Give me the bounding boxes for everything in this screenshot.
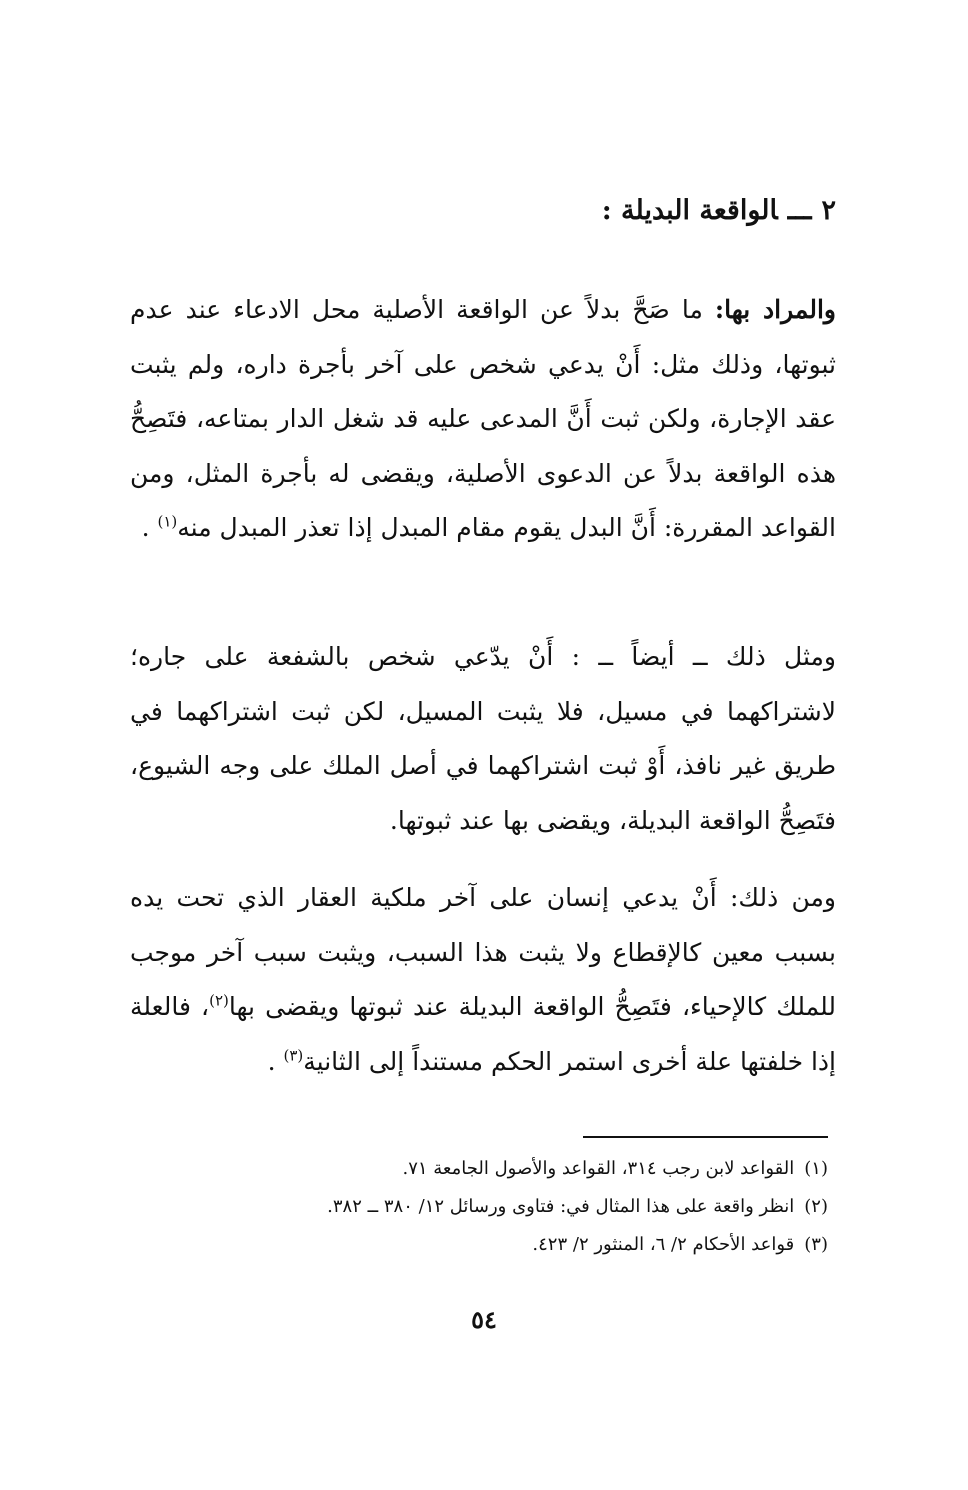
footnote-mark: (١) (804, 1158, 828, 1179)
paragraph-text: ومثل ذلك ــ أيضاً ــ : أَنْ يدّعي شخص بالشفعة على جاره؛ لاشتراكهما في مسيل، فلا يثبت المسيل، لكن ثبت اشتراكهما في طريق غير نافذ، أَوْ ثبت اشتراكهما في أصل الملك على وجه الشيوع، فتَصِحُّ الواقعة البديلة، ويقضى بها عند ثبوتها. (130, 642, 836, 835)
footnote-3 (130, 1226, 828, 1264)
page-number: ٥٤ (471, 1305, 497, 1334)
section-heading (132, 188, 836, 234)
section-dash: ـــ (787, 195, 812, 226)
section-number: ٢ (821, 195, 836, 226)
footnote-text: القواعد لابن رجب ٣١٤، القواعد والأصول الجامعة ٧١. (402, 1158, 795, 1179)
footnote-ref-1[interactable]: (١) (157, 512, 178, 531)
footnote-1 (130, 1150, 828, 1188)
section-title: الواقعة البديلة : (601, 195, 778, 226)
paragraph-ownership-example (130, 871, 836, 1089)
footnote-ref-3[interactable]: (٣) (283, 1046, 304, 1065)
paragraph-text: ما صَحَّ بدلاً عن الواقعة الأصلية محل الادعاء عند عدم ثبوتها، وذلك مثل: أَنْ يدعي شخص على آخر بأجرة داره، ولم يثبت عقد الإجارة، ولكن ثبت أَنَّ المدعى عليه قد شغل الدار بمتاعه، فتَصِحُّ هذه الواقعة بدلاً عن الدعوى الأصلية، ويقضى له بأجرة المثل، ومن القواعد المقررة: أَنَّ البدل يقوم مقام المبدل إذا تعذر المبدل منه (130, 295, 836, 542)
footnote-ref-2[interactable]: (٢) (209, 991, 229, 1010)
footnote-text: قواعد الأحكام ٢/ ٦، المنثور ٢/ ٤٢٣. (532, 1234, 795, 1255)
paragraph-end: . (141, 513, 158, 542)
footnote-divider (583, 1136, 828, 1138)
paragraph-end: . (267, 1046, 284, 1076)
footnote-mark: (٣) (804, 1234, 828, 1255)
paragraph-text-continued: ، فالعلة إذا خلفتها علة أخرى استمر الحكم مستنداً إلى الثانية (130, 992, 836, 1076)
footnotes (130, 1150, 828, 1264)
footnote-text: انظر واقعة على هذا المثال في: فتاوى ورسائل ١٢/ ٣٨٠ ــ ٣٨٢. (327, 1196, 795, 1217)
paragraph-lead: والمراد بها: (714, 295, 836, 324)
footnote-2 (130, 1188, 828, 1226)
paragraph-shufah-example (130, 630, 836, 848)
paragraph-definition (130, 283, 836, 556)
paragraph-text: ومن ذلك: أَنْ يدعي إنسان على آخر ملكية العقار الذي تحت يده بسبب معين كالإقطاع ولا يثبت هذا السبب، ويثبت سبب آخر موجب للملك كالإحياء، فتَصِحُّ الواقعة البديلة عند ثبوتها ويقضى بها (130, 883, 836, 1021)
footnote-mark: (٢) (804, 1196, 828, 1217)
